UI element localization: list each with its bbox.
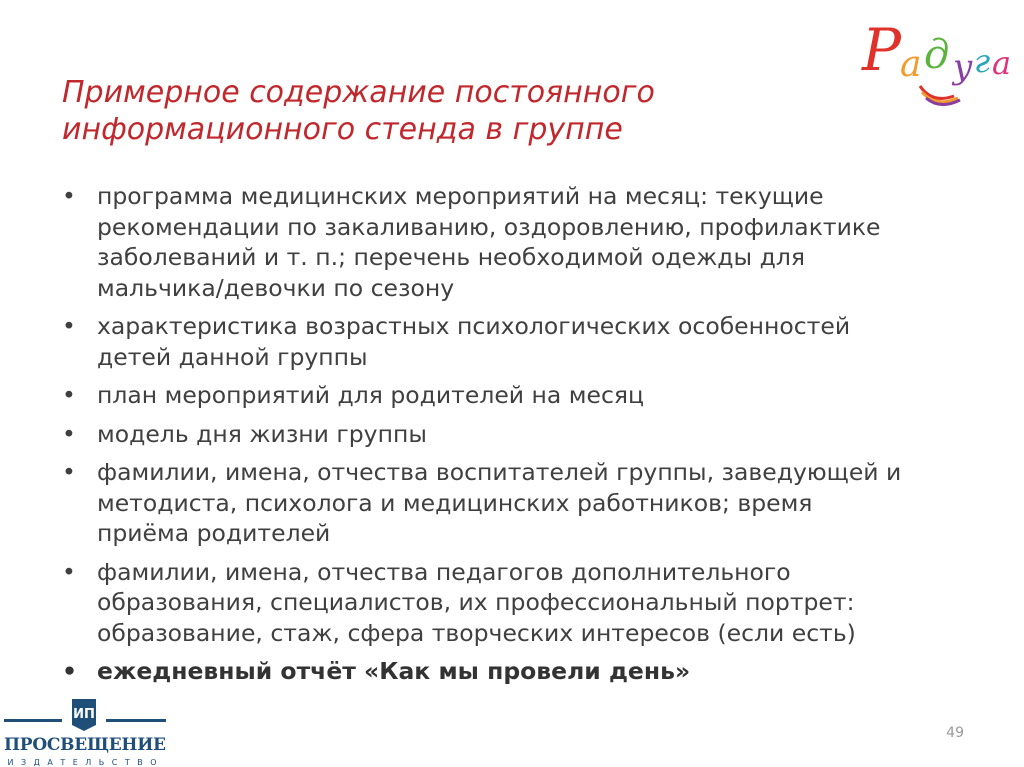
slide-title [62,74,655,148]
list-item-text: образования, специалистов, их профессиональный портрет: [97,588,855,616]
prosveshchenie-logo [0,690,170,767]
list-item-text: фамилии, имена, отчества педагогов дополнительного [97,557,791,586]
list-item-text: ежедневный отчёт «Как мы провели день» [97,657,691,685]
content-list [62,181,982,695]
list-item [62,380,982,411]
list-item [62,457,982,549]
title-line: информационного стенда в группе [62,112,623,147]
list-item-text: модель дня жизни группы [97,419,427,448]
list-item-text: фамилии, имена, отчества воспитателей группы, заведующей и [97,458,902,486]
list-item [62,311,982,372]
svg-text:а: а [992,44,1012,82]
list-item-text: детей данной группы [97,342,368,371]
list-item-text: программа медицинских мероприятий на месяц: текущие [97,182,824,210]
svg-text:г: г [974,42,991,80]
bullet-icon: • [62,312,76,340]
page-number: 49 [946,725,964,741]
list-item-text: образование, стаж, сфера творческих интересов (если есть) [97,618,856,647]
list-item-text: рекомендации по закаливанию, оздоровлению, профилактике [97,212,881,241]
bullet-icon: • [62,419,76,448]
bullet-icon: • [62,182,76,210]
list-item-text: заболеваний и т. п.; перечень необходимой одежды для [97,243,805,271]
list-item-text: методиста, психолога и медицинских работников; время [97,488,813,517]
svg-text:ИЗДАТЕЛЬСТВО: ИЗДАТЕЛЬСТВО [7,758,163,767]
list-item [62,419,982,450]
svg-text:д: д [924,32,950,78]
list-item-text: характеристика возрастных психологических особенностей [97,312,851,340]
title-line: Примерное содержание постоянного [62,75,655,110]
bullet-icon: • [62,557,76,586]
svg-text:Р: Р [862,16,902,84]
svg-text:ИП: ИП [73,707,95,722]
list-item [62,656,982,687]
list-item-text: приёма родителей [97,519,331,547]
svg-text:у: у [953,47,973,87]
raduga-logo [858,8,1018,108]
bullet-icon: • [62,657,78,685]
list-item-text: план мероприятий для родителей на месяц [97,381,645,409]
svg-text:а: а [900,44,922,85]
bullet-icon: • [62,458,76,486]
list-item [62,181,982,303]
list-item [62,557,982,649]
bullet-icon: • [62,381,76,409]
list-item-text: мальчика/девочки по сезону [97,273,455,302]
svg-text:ПРОСВЕЩЕНИЕ: ПРОСВЕЩЕНИЕ [4,735,166,755]
